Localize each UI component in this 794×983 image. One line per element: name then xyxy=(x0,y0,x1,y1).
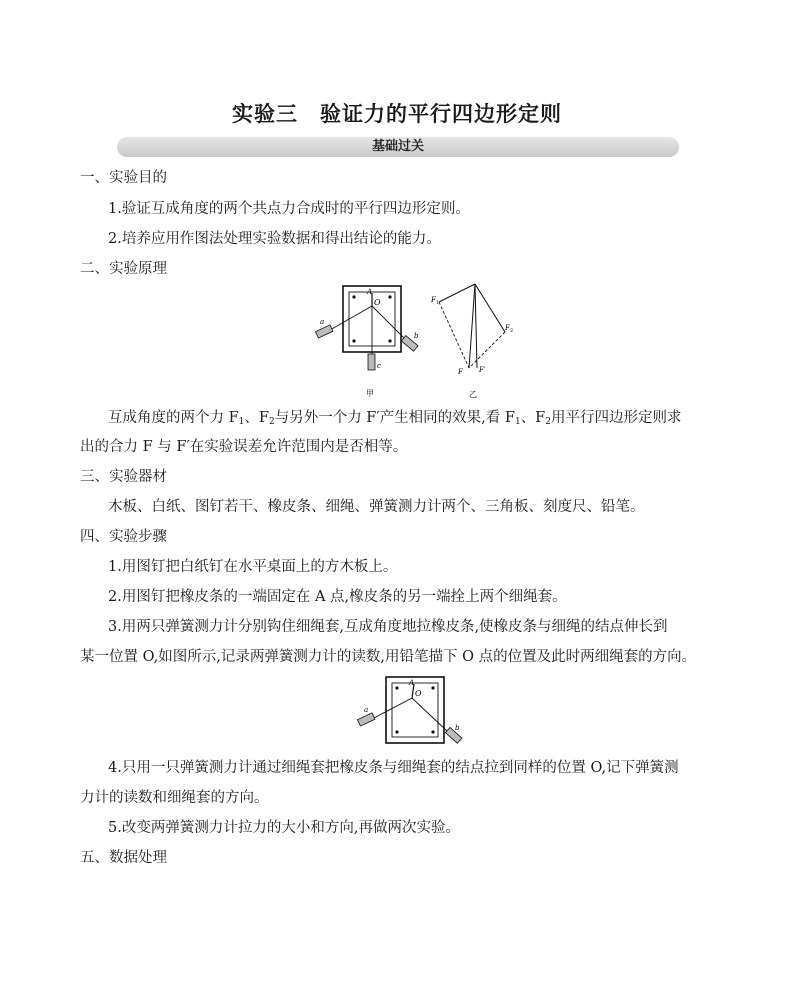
purpose-item-1: 1.验证互成角度的两个共点力合成时的平行四边形定则。 xyxy=(108,201,470,217)
fig3-label-b: b xyxy=(455,724,460,732)
fig3-label-A: A xyxy=(409,679,415,687)
heading-purpose: 一、实验目的 xyxy=(80,170,167,186)
equipment-list: 木板、白纸、图钉若干、橡皮条、细绳、弹簧测力计两个、三角板、刻度尺、铅笔。 xyxy=(108,499,645,515)
fig1-label-A: A xyxy=(367,288,373,296)
fig3-label-a: a xyxy=(364,706,369,714)
fig1-label-b: b xyxy=(414,332,419,340)
figure-board-setup xyxy=(310,284,430,404)
fig2-label-F1: F xyxy=(431,296,436,304)
step-2: 2.用图钉把橡皮条的一端固定在 A 点,橡皮条的另一端拴上两个细绳套。 xyxy=(108,589,567,605)
figure-two-spring-scales xyxy=(352,674,472,754)
principle-text-b: 、F xyxy=(244,410,269,426)
heading-steps: 四、实验步骤 xyxy=(80,529,167,545)
principle-para-line-2: 出的合力 F 与 F′在实验误差允许范围内是否相等。 xyxy=(80,439,408,455)
page-title: 实验三 验证力的平行四边形定则 xyxy=(232,102,562,126)
heading-equipment: 三、实验器材 xyxy=(80,469,167,485)
heading-principle: 二、实验原理 xyxy=(80,261,167,277)
principle-text-a: 互成角度的两个力 F xyxy=(108,410,239,426)
fig1-label-c: c xyxy=(377,362,381,370)
step-3-line-1: 3.用两只弹簧测力计分别钩住细绳套,互成角度地拉橡皮条,使橡皮条与细绳的结点伸长到 xyxy=(108,619,668,635)
step-4-line-2: 力计的读数和细绳套的方向。 xyxy=(80,790,269,806)
heading-data-processing: 五、数据处理 xyxy=(80,850,167,866)
fig2-sub-1: 1 xyxy=(436,300,440,306)
principle-text-d: 、F xyxy=(520,410,546,426)
step-3-line-2: 某一位置 O,如图所示,记录两弹簧测力计的读数,用铅笔描下 O 点的位置及此时两细绳套的方向。 xyxy=(80,649,697,665)
subscript-2b: 2 xyxy=(545,417,551,427)
subscript-2: 2 xyxy=(268,417,275,427)
purpose-item-2: 2.培养应用作图法处理实验数据和得出结论的能力。 xyxy=(108,231,441,247)
principle-para-line-1 xyxy=(108,408,681,432)
step-5: 5.改变两弹簧测力计拉力的大小和方向,再做两次实验。 xyxy=(108,820,460,836)
fig2-caption: 乙 xyxy=(469,390,477,399)
section-banner: 基础过关 xyxy=(117,137,679,157)
figure-force-parallelogram xyxy=(425,280,525,402)
fig3-label-O: O xyxy=(415,689,422,698)
subscript-1: 1 xyxy=(238,417,245,427)
step-1: 1.用图钉把白纸钉在水平桌面上的方木板上。 xyxy=(108,559,398,575)
principle-text-e: 用平行四边形定则求 xyxy=(550,410,682,426)
fig2-label-F2: F xyxy=(505,324,510,332)
fig1-label-a: a xyxy=(320,318,325,326)
subscript-1b: 1 xyxy=(514,417,521,427)
principle-text-c: 与另外一个力 F′产生相同的效果,看 F xyxy=(274,410,515,426)
fig2-label-F: F xyxy=(458,368,463,376)
step-4-line-1: 4.只用一只弹簧测力计通过细绳套把橡皮条与细绳套的结点拉到同样的位置 O,记下弹簧测 xyxy=(108,760,679,776)
fig2-sub-2: 2 xyxy=(510,328,514,334)
fig1-caption: 甲 xyxy=(366,389,374,398)
fig2-label-Fprime: F′ xyxy=(479,366,486,374)
fig1-label-O: O xyxy=(374,298,381,307)
